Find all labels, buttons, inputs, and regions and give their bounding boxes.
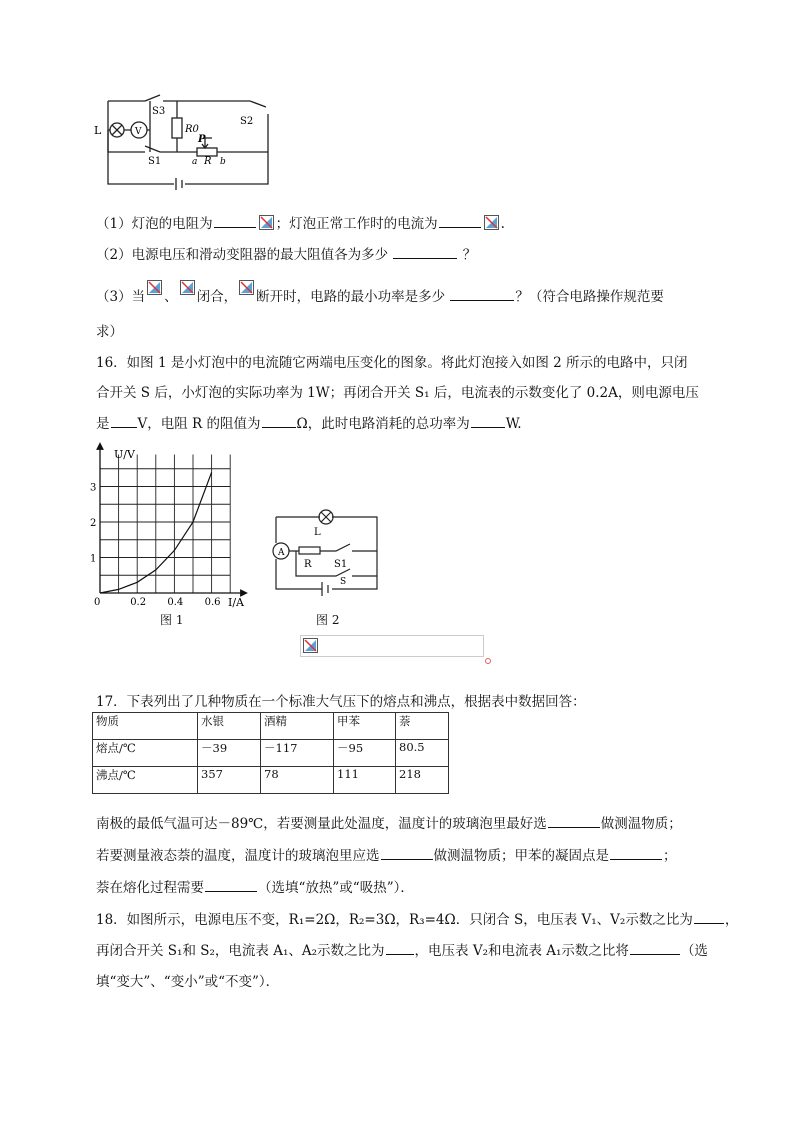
table-cell: －39 xyxy=(198,740,261,767)
figure2-circuit xyxy=(264,505,384,600)
answer-blank[interactable] xyxy=(381,847,433,860)
origin-label: 0 xyxy=(94,597,101,608)
table-cell: 沸点/℃ xyxy=(93,767,198,794)
circuit-diagram-top xyxy=(90,92,270,192)
broken-image-icon xyxy=(303,638,318,653)
y-tick-label: 3 xyxy=(90,482,97,494)
answer-blank[interactable] xyxy=(111,415,137,428)
table-cell: 78 xyxy=(261,767,334,794)
answer-blank[interactable] xyxy=(386,942,414,955)
answer-blank[interactable] xyxy=(610,847,662,860)
y-axis-label: U/V xyxy=(114,448,135,461)
answer-blank[interactable] xyxy=(694,911,724,924)
answer-blank[interactable] xyxy=(630,942,680,955)
answer-blank[interactable] xyxy=(205,879,257,892)
table-cell: 萘 xyxy=(396,713,449,740)
table-row xyxy=(93,767,449,794)
label-a: a xyxy=(192,157,198,167)
q16-line2: 合开关 S 后，小灯泡的实际功率为 1W；再闭合开关 S₁ 后，电流表的示数变化了 0.2A，则电源电压 xyxy=(96,385,699,401)
broken-image-icon xyxy=(259,215,274,230)
q18-line2: 再闭合开关 S₁和 S₂，电流表 A₁、A₂示数之比为 ，电压表 V₂和电流表 A₁示数之比将 （选 xyxy=(96,943,708,959)
table-cell: 218 xyxy=(396,767,449,794)
table-cell: 80.5 xyxy=(396,740,449,767)
fig2-label-A: A xyxy=(278,548,285,558)
label-R: R xyxy=(204,156,212,167)
y-tick-label: 1 xyxy=(90,553,97,565)
table-cell: 甲苯 xyxy=(334,713,396,740)
q17-line2: 若要测量液态萘的温度，温度计的玻璃泡里应选 做测温物质；甲苯的凝固点是 ； xyxy=(96,848,677,864)
table-cell: 物质 xyxy=(93,713,198,740)
table-cell: 熔点/℃ xyxy=(93,740,198,767)
broken-image-icon xyxy=(239,280,254,295)
q17-intro: 17．下表列出了几种物质在一个标准大气压下的熔点和沸点，根据表中数据回答： xyxy=(96,694,586,710)
q15-part2: （2）电源电压和滑动变阻器的最大阻值各为多少 ？ xyxy=(96,247,477,263)
q16-line3: 是 V，电阻 R 的阻值为 Ω，此时电路消耗的总功率为 W. xyxy=(96,416,522,432)
q18-line1: 18．如图所示，电源电压不变，R₁=2Ω，R₂=3Ω，R₃=4Ω．只闭合 S，电压表 V₁、V₂示数之比为 ， xyxy=(96,912,739,928)
x-axis-label: I/A xyxy=(228,596,244,609)
label-L: L xyxy=(94,124,102,137)
fig2-label-R: R xyxy=(304,559,312,570)
broken-image-icon xyxy=(484,215,499,230)
label-P: P xyxy=(198,134,206,145)
fig2-label-L: L xyxy=(314,527,321,538)
label-V: V xyxy=(135,127,142,137)
label-S2: S2 xyxy=(240,116,254,127)
materials-table xyxy=(92,712,449,794)
broken-image-icon xyxy=(147,280,162,295)
figure1-caption: 图 1 xyxy=(160,613,184,627)
answer-blank[interactable] xyxy=(439,215,481,228)
answer-blank[interactable] xyxy=(214,215,256,228)
image-placeholder-box xyxy=(300,635,484,657)
q15-part3-cont: 求） xyxy=(96,324,123,340)
answer-blank[interactable] xyxy=(262,415,296,428)
x-tick-label: 0.4 xyxy=(167,597,184,608)
table-cell: 357 xyxy=(198,767,261,794)
fig2-label-S: S xyxy=(340,577,347,587)
table-cell: 111 xyxy=(334,767,396,794)
answer-blank[interactable] xyxy=(393,246,457,259)
x-tick-label: 0.2 xyxy=(130,597,147,608)
label-S3: S3 xyxy=(152,106,166,117)
x-tick-label: 0.6 xyxy=(204,597,221,608)
label-b: b xyxy=(220,157,226,167)
q18-line3: 填“变大”、“变小”或“不变”）． xyxy=(96,974,280,990)
table-cell: 酒精 xyxy=(261,713,334,740)
figure2-caption: 图 2 xyxy=(316,613,340,627)
q17-line3: 萘在熔化过程需要 （选填“放热”或“吸热”）． xyxy=(96,880,414,896)
q16-line1: 16．如图 1 是小灯泡中的电流随它两端电压变化的图象。将此灯泡接入如图 2 所示的电路中，只闭 xyxy=(96,355,688,371)
answer-blank[interactable] xyxy=(450,288,514,301)
q17-line1: 南极的最低气温可达－89℃，若要测量此处温度，温度计的玻璃泡里最好选 做测温物质； xyxy=(96,816,682,832)
table-row xyxy=(93,713,449,740)
fig2-label-S1: S1 xyxy=(334,559,348,570)
answer-blank[interactable] xyxy=(548,815,600,828)
answer-blank[interactable] xyxy=(471,415,505,428)
table-cell: 水银 xyxy=(198,713,261,740)
q15-part1: （1）灯泡的电阻为 ；灯泡正常工作时的电流为 . xyxy=(96,216,505,232)
y-tick-label: 2 xyxy=(90,518,97,529)
label-S1: S1 xyxy=(148,156,162,167)
table-row xyxy=(93,740,449,767)
table-cell: －95 xyxy=(334,740,396,767)
label-R0: R0 xyxy=(185,124,199,135)
small-marker xyxy=(485,658,491,664)
figure1-chart xyxy=(84,438,264,613)
broken-image-icon xyxy=(180,280,195,295)
q15-part3: （3）当 、 闭合， 断开时，电路的最小功率是多少 ？（符合电路操作规范要 xyxy=(96,280,664,305)
table-cell: －117 xyxy=(261,740,334,767)
